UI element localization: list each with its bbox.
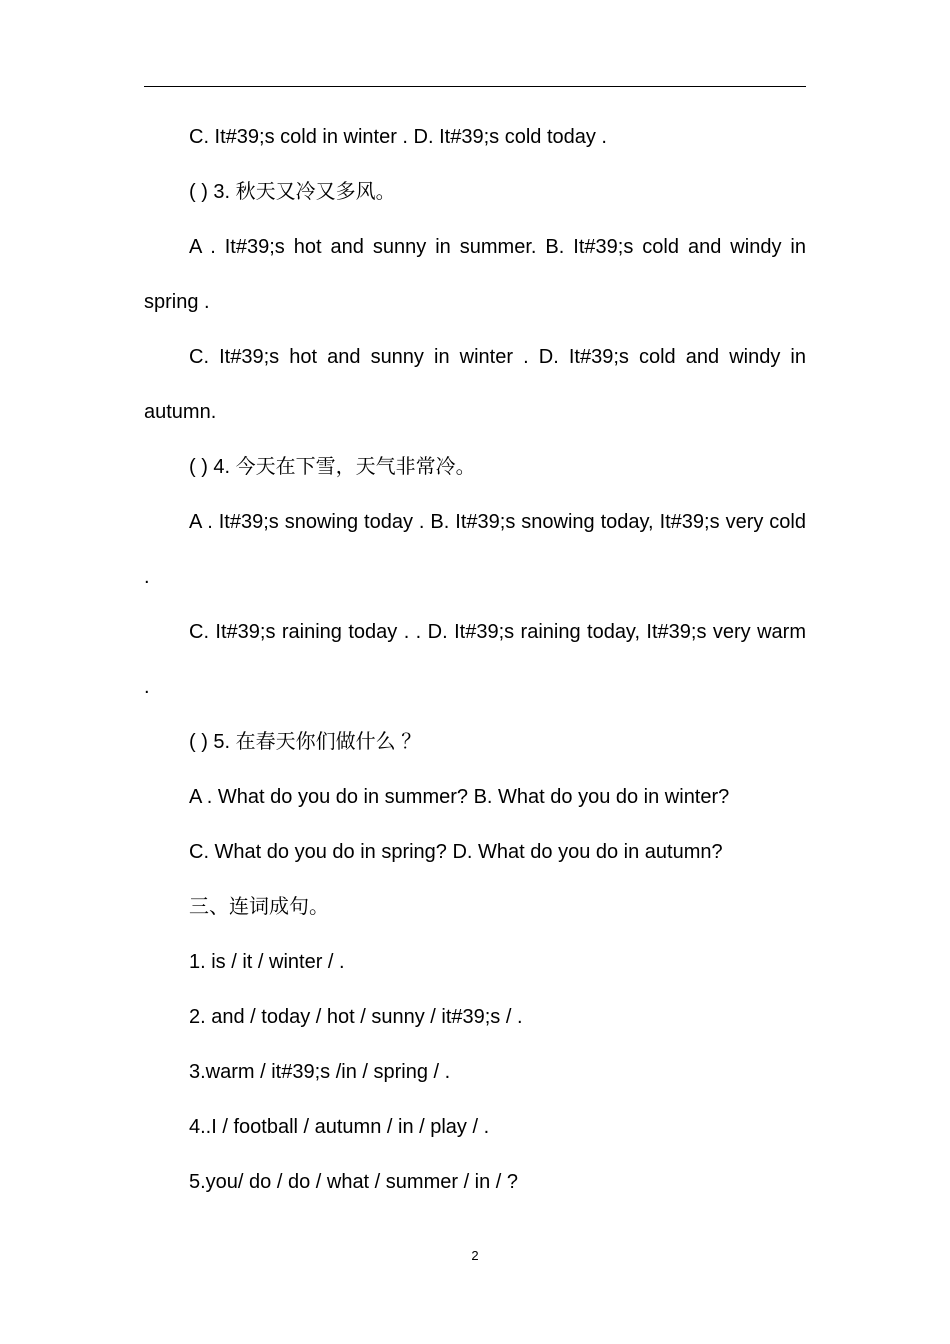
paragraph: C. It#39;s cold in winter . D. It#39;s cold today .	[189, 126, 607, 148]
sentence-item-2: 2. and / today / hot / sunny / it#39;s / .	[189, 1006, 523, 1028]
paragraph: A . It#39;s snowing today . B. It#39;s snowing today, It#39;s very cold .	[144, 511, 806, 588]
paragraph: A . What do you do in summer? B. What do you do in winter?	[189, 786, 730, 808]
sentence-item-1: 1. is / it / winter / .	[189, 951, 345, 973]
page-number: 2	[471, 1248, 479, 1263]
paragraph: A . It#39;s hot and sunny in summer. B. It#39;s cold and windy in spring .	[144, 236, 806, 313]
question-5: ( ) 5. 在春天你们做什么 ？	[189, 731, 422, 753]
sentence-item-3: 3.warm / it#39;s /in / spring / .	[189, 1061, 451, 1083]
paragraph: C. It#39;s raining today . . D. It#39;s raining today, It#39;s very warm .	[144, 621, 806, 698]
header-rule	[144, 86, 806, 87]
question-3: ( ) 3. 秋天又冷又多风。	[189, 181, 396, 203]
paragraph: C. What do you do in spring? D. What do you do in autumn?	[189, 841, 723, 863]
sentence-item-5: 5.you/ do / do / what / summer / in / ?	[189, 1171, 519, 1193]
paragraph: C. It#39;s hot and sunny in winter . D. It#39;s cold and windy in autumn.	[144, 346, 806, 423]
section-heading: 三、连词成句。	[189, 896, 329, 918]
sentence-item-4: 4..I / football / autumn / in / play / .	[189, 1116, 490, 1138]
document-body	[144, 110, 806, 1210]
question-4: ( ) 4. 今天在下雪，天气非常冷。	[189, 456, 476, 478]
